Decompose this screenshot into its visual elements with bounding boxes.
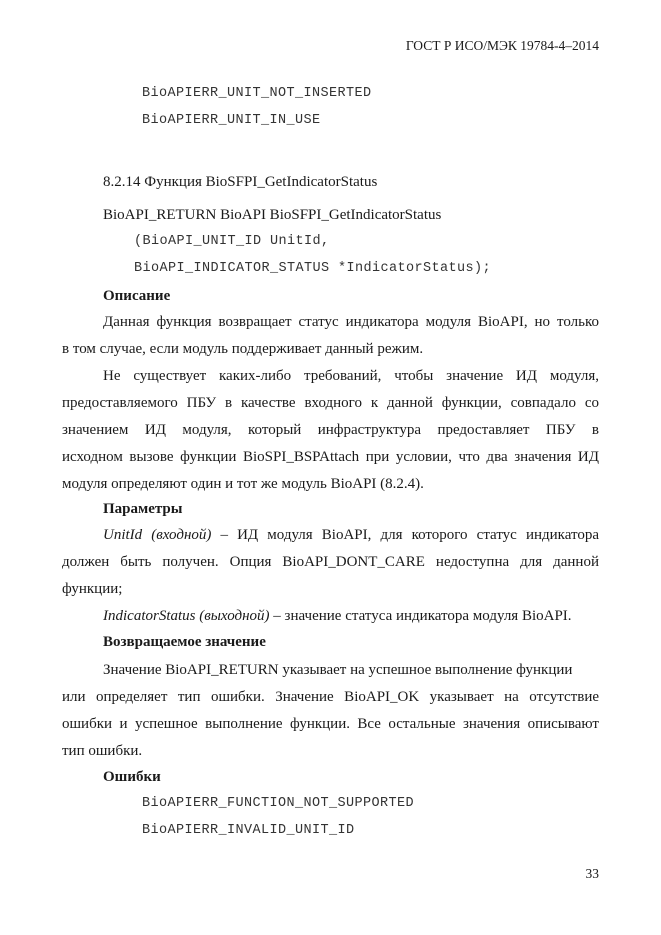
error-code: BioAPIERR_FUNCTION_NOT_SUPPORTED — [142, 796, 415, 811]
text-line: функции; — [62, 581, 123, 597]
error-code: BioAPIERR_INVALID_UNIT_ID — [142, 823, 355, 838]
text-line: значением ИД модуля, который инфраструктура предоставляет ПБУ в — [62, 422, 599, 438]
error-code: BioAPIERR_UNIT_IN_USE — [142, 113, 321, 128]
description-heading: Описание — [103, 288, 171, 304]
parameter-indicatorstatus — [62, 603, 599, 630]
text-line: или определяет тип ошибки. Значение BioAPI_OK указывает на отсутствие — [62, 689, 599, 705]
signature-param: BioAPI_INDICATOR_STATUS *IndicatorStatus); — [134, 261, 492, 276]
text-line: должен быть получен. Опция BioAPI_DONT_CARE недоступна для данной — [62, 554, 599, 570]
text-line: исходном вызове функции BioSPI_BSPAttach при условии, что два значения ИД — [62, 449, 599, 465]
parameters-heading: Параметры — [103, 501, 183, 517]
text-line: Данная функция возвращает статус индикатора модуля BioAPI, но только — [103, 314, 599, 330]
description-paragraph — [62, 363, 599, 498]
parameter-unitid — [62, 522, 599, 603]
text-line — [62, 603, 599, 630]
signature-param: (BioAPI_UNIT_ID UnitId, — [134, 234, 330, 249]
return-value-paragraph — [62, 657, 599, 765]
param-term: UnitId (входной) — [103, 527, 212, 543]
text-line: модуля определяют один и тот же модуль BioAPI (8.2.4). — [62, 476, 424, 492]
param-desc: – значение статуса индикатора модуля BioAPI. — [269, 608, 572, 624]
page-number: 33 — [585, 866, 599, 881]
param-term: IndicatorStatus (выходной) — [103, 608, 270, 624]
text-line: Не существует каких-либо требований, чтобы значение ИД модуля, — [103, 368, 599, 384]
text-line — [62, 522, 599, 549]
text-line: Значение BioAPI_RETURN указывает на успешное выполнение функции — [103, 662, 573, 678]
param-desc: – ИД модуля BioAPI, для которого статус индикатора — [211, 527, 600, 543]
function-signature: BioAPI_RETURN BioAPI BioSFPI_GetIndicatorStatus — [103, 207, 442, 223]
description-paragraph — [62, 309, 599, 363]
document-header: ГОСТ Р ИСО/МЭК 19784-4–2014 — [405, 38, 599, 53]
text-line: ошибки и успешное выполнение функции. Все остальные значения описывают — [62, 716, 599, 732]
text-line: тип ошибки. — [62, 743, 143, 759]
return-value-heading: Возвращаемое значение — [103, 634, 266, 650]
text-line: в том случае, если модуль поддерживает данный режим. — [62, 341, 424, 357]
error-code: BioAPIERR_UNIT_NOT_INSERTED — [142, 86, 372, 101]
section-title: 8.2.14 Функция BioSFPI_GetIndicatorStatus — [103, 174, 378, 190]
text-line: предоставляемого ПБУ в качестве входного к данной функции, совпадало со — [62, 395, 599, 411]
errors-heading: Ошибки — [103, 769, 161, 785]
